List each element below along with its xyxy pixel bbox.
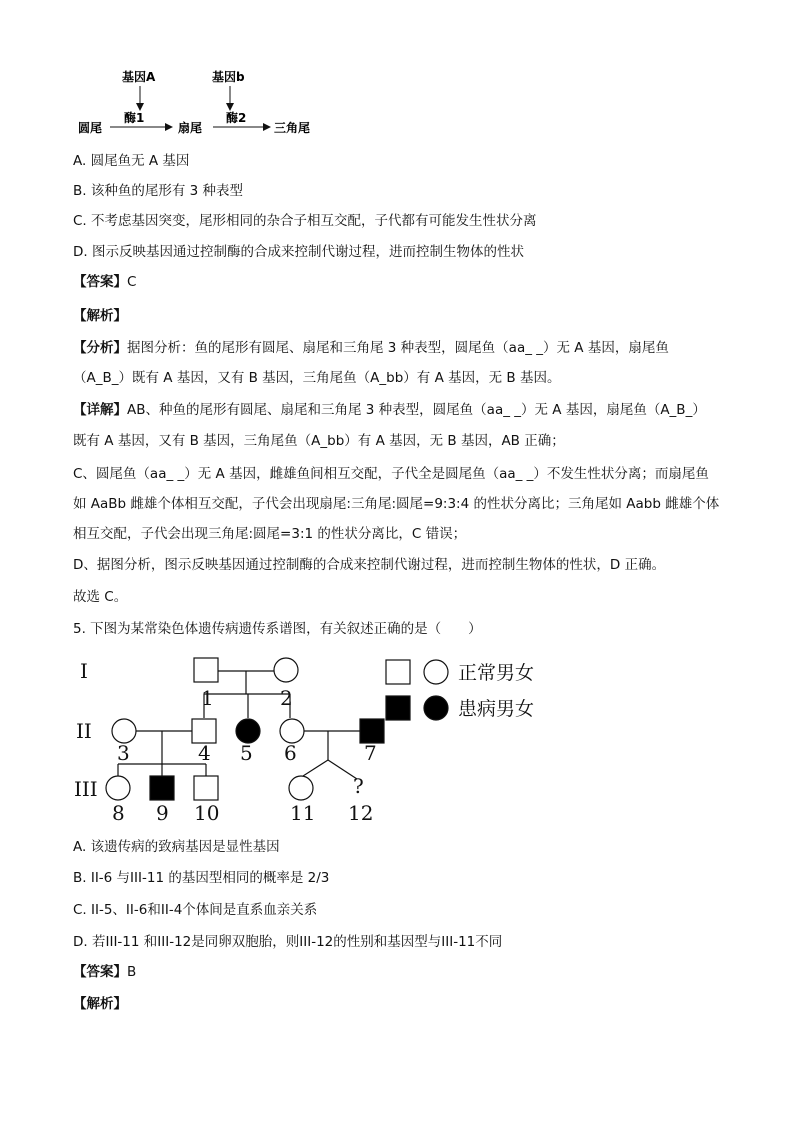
individual-7-affected-male bbox=[360, 719, 384, 743]
q5-option-c: C. II-5、II-6和II-4个体间是直系血亲关系 bbox=[73, 902, 318, 918]
individual-10-normal-male bbox=[194, 776, 218, 800]
id-label-8: 8 bbox=[112, 801, 125, 825]
legend-affected-female-icon bbox=[424, 696, 448, 720]
q5-option-b: B. II-6 与III-11 的基因型相同的概率是 2/3 bbox=[73, 870, 330, 886]
q5-option-a: A. 该遗传病的致病基因是显性基因 bbox=[73, 839, 280, 855]
answer-tag: 【答案】 bbox=[73, 274, 127, 290]
individual-1-normal-male bbox=[194, 658, 218, 682]
fenxi-text-1: 据图分析：鱼的尾形有圆尾、扇尾和三角尾 3 种表型，圆尾鱼（aa_ _）无 A 基因，扇尾鱼 bbox=[127, 340, 669, 356]
q4-option-a: A. 圆尾鱼无 A 基因 bbox=[73, 153, 190, 169]
q4-analysis-tag: 【解析】 bbox=[73, 308, 127, 324]
unknown-sex-mark: ? bbox=[353, 774, 364, 798]
legend-normal-label: 正常男女 bbox=[458, 662, 535, 684]
round-tail-label: 圆尾 bbox=[78, 121, 103, 135]
id-label-12: 12 bbox=[348, 801, 374, 825]
individual-2-normal-female bbox=[274, 658, 298, 682]
id-label-4: 4 bbox=[198, 741, 211, 765]
q4-fenxi-line-1 bbox=[73, 339, 669, 357]
id-label-7: 7 bbox=[364, 741, 377, 765]
q4-xiangjie-line-1 bbox=[73, 401, 706, 419]
id-label-5: 5 bbox=[240, 741, 253, 765]
individual-4-normal-male bbox=[192, 719, 216, 743]
gen-label-2: II bbox=[76, 719, 92, 743]
fan-tail-label: 扇尾 bbox=[178, 121, 203, 135]
q4-option-d: D. 图示反映基因通过控制酶的合成来控制代谢过程，进而控制生物体的性状 bbox=[73, 244, 524, 260]
q4-xiangjie-line-7: 故选 C。 bbox=[73, 589, 128, 605]
gene-b-label: 基因b bbox=[212, 70, 245, 84]
pedigree-chart bbox=[70, 648, 550, 828]
q4-option-c: C. 不考虑基因突变，尾形相同的杂合子相互交配，子代都有可能发生性状分离 bbox=[73, 213, 537, 229]
xiangjie-tag: 【详解】 bbox=[73, 402, 127, 418]
q4-xiangjie-line-2: 既有 A 基因，又有 B 基因，三角尾鱼（A_bb）有 A 基因，无 B 基因，AB 正确； bbox=[73, 433, 565, 449]
id-label-1: 1 bbox=[201, 686, 214, 710]
individual-11-normal-female bbox=[289, 776, 313, 800]
id-label-11: 11 bbox=[290, 801, 316, 825]
legend-normal-male-icon bbox=[386, 660, 410, 684]
answer-tag: 【答案】 bbox=[73, 964, 127, 980]
gen-label-3: III bbox=[74, 777, 98, 801]
gen-label-1: I bbox=[80, 659, 88, 683]
q4-xiangjie-line-5: 相互交配，子代会出现三角尾:圆尾=3:1 的性状分离比，C 错误； bbox=[73, 526, 467, 542]
q5-stem: 5. 下图为某常染色体遗传病遗传系谱图，有关叙述正确的是（ ） bbox=[73, 621, 482, 637]
q4-option-b: B. 该种鱼的尾形有 3 种表型 bbox=[73, 183, 244, 199]
id-label-3: 3 bbox=[117, 741, 130, 765]
q4-fenxi-line-2: （A_B_）既有 A 基因，又有 B 基因，三角尾鱼（A_bb）有 A 基因，无 B 基因。 bbox=[73, 370, 561, 386]
individual-3-normal-female bbox=[112, 719, 136, 743]
fenxi-tag: 【分析】 bbox=[73, 340, 127, 356]
legend-affected-male-icon bbox=[386, 696, 410, 720]
id-label-6: 6 bbox=[284, 741, 297, 765]
enzyme1-label: 酶1 bbox=[124, 111, 145, 125]
q4-xiangjie-line-4: 如 AaBb 雌雄个体相互交配，子代会出现扇尾:三角尾:圆尾=9:3:4 的性状分离比；三角尾如 Aabb 雌雄个体 bbox=[73, 496, 720, 512]
q4-xiangjie-line-6: D、据图分析，图示反映基因通过控制酶的合成来控制代谢过程，进而控制生物体的性状，D 正确。 bbox=[73, 557, 666, 573]
answer-value: B bbox=[127, 964, 137, 980]
individual-5-affected-female bbox=[236, 719, 260, 743]
q4-xiangjie-line-3: C、圆尾鱼（aa_ _）无 A 基因，雌雄鱼间相互交配，子代全是圆尾鱼（aa_ _）不发生性状分离；而扇尾鱼 bbox=[73, 466, 709, 482]
id-label-2: 2 bbox=[280, 686, 293, 710]
gene-a-label: 基因A bbox=[122, 70, 156, 84]
q5-answer bbox=[73, 963, 136, 981]
q4-answer bbox=[73, 273, 136, 291]
legend-affected-label: 患病男女 bbox=[458, 698, 535, 720]
triangle-tail-label: 三角尾 bbox=[274, 121, 311, 135]
gene-pathway-diagram bbox=[70, 66, 330, 142]
individual-6-normal-female bbox=[280, 719, 304, 743]
xiangjie-text-1: AB、种鱼的尾形有圆尾、扇尾和三角尾 3 种表型，圆尾鱼（aa_ _）无 A 基因，扇尾鱼（A_B_） bbox=[127, 402, 706, 418]
q5-analysis-tag: 【解析】 bbox=[73, 996, 127, 1012]
legend-normal-female-icon bbox=[424, 660, 448, 684]
individual-9-affected-male bbox=[150, 776, 174, 800]
enzyme2-label: 酶2 bbox=[226, 111, 247, 125]
id-label-9: 9 bbox=[156, 801, 169, 825]
twin-line-11 bbox=[303, 760, 328, 776]
id-label-10: 10 bbox=[194, 801, 220, 825]
answer-value: C bbox=[127, 274, 137, 290]
q5-option-d: D. 若III-11 和III-12是同卵双胞胎，则III-12的性别和基因型与III-11不同 bbox=[73, 934, 503, 950]
individual-8-normal-female bbox=[106, 776, 130, 800]
